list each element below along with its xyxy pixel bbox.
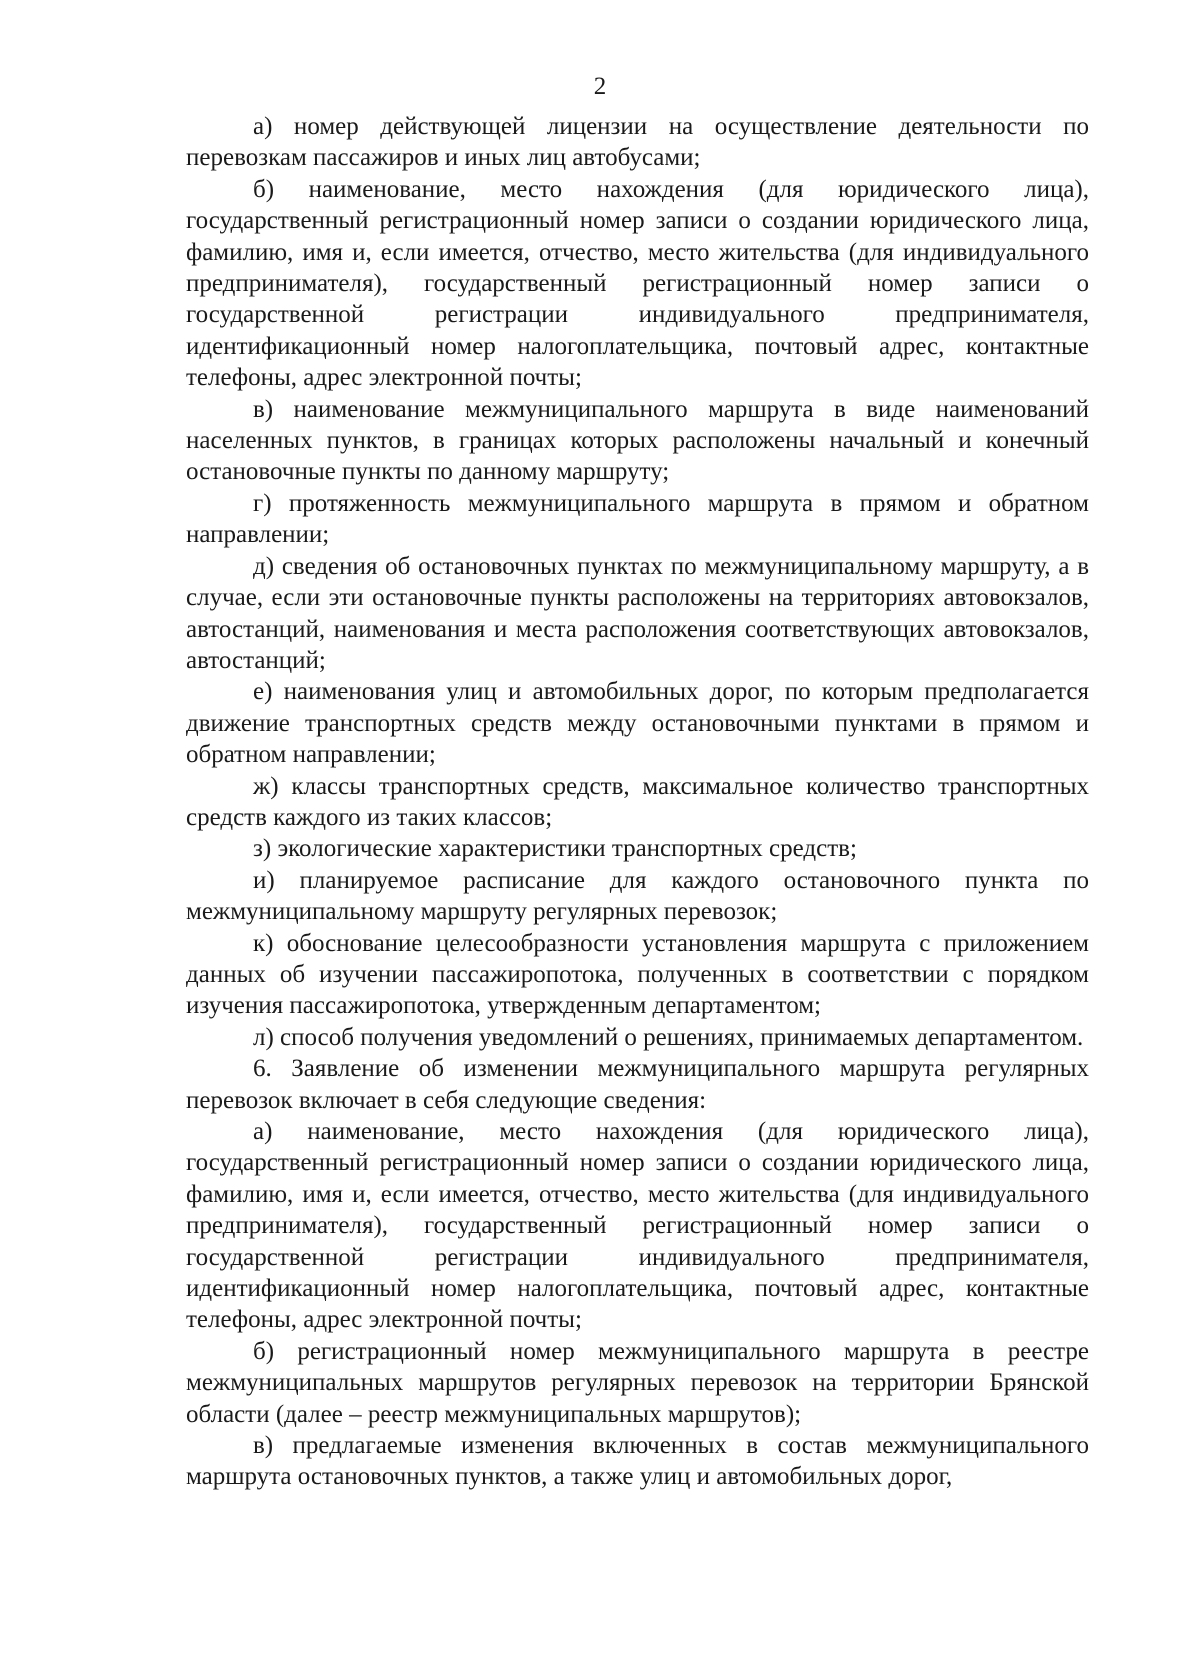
paragraph-1l-notification-method: л) способ получения уведомлений о решениях, принимаемых департаментом. [253,1023,1084,1051]
paragraph-6a-applicant-details: а) наименование, место нахождения (для юридического лица), государственный регистрационный номер записи о создании юридического лица, фамилию, имя и, если имеется, отчество, место жительства (для индивидуального предпринимателя), государственный регистрационный номер записи о государственной регистрации индивидуального предпринимателя, идентификационный номер налогоплательщика, почтовый адрес, контактные телефоны, адрес электронной почты; [186,1118,1089,1334]
paragraph-6-change-application: 6. Заявление об изменении межмуниципального маршрута регулярных перевозок включает в себя следующие сведения: [186,1055,1089,1114]
paragraph-1k-justification: к) обоснование целесообразности установления маршрута с приложением данных об изучении пассажиропотока, полученных в соответствии с порядком изучения пассажиропотока, утвержденным департаментом; [186,929,1089,1020]
paragraph-1e-streets-roads: е) наименования улиц и автомобильных дорог, по которым предполагается движение транспортных средств между остановочными пунктами в прямом и обратном направлении; [186,678,1089,769]
paragraph-1g-route-length: г) протяженность межмуниципального маршрута в прямом и обратном направлении; [186,489,1089,549]
paragraph-1d-stops: д) сведения об остановочных пунктах по межмуниципальному маршруту, а в случае, если эти остановочные пункты расположены на территориях автовокзалов, автостанций, наименования и места расположения соответствующих автовокзалов, автостанций; [186,552,1089,674]
paragraph-1b-applicant-details: б) наименование, место нахождения (для юридического лица), государственный регистрационный номер записи о создании юридического лица, фамилию, имя и, если имеется, отчество, место жительства (для индивидуального предпринимателя), государственный регистрационный номер записи о государственной регистрации индивидуального предпринимателя, идентификационный номер налогоплательщика, почтовый адрес, контактные телефоны, адрес электронной почты; [186,175,1089,392]
paragraph-6v-proposed-changes: в) предлагаемые изменения включенных в состав межмуниципального маршрута остановочных пунктов, а также улиц и автомобильных дорог, [186,1432,1089,1491]
paragraph-1zh-vehicle-classes: ж) классы транспортных средств, максимальное количество транспортных средств каждого из таких классов; [186,772,1089,831]
paragraph-6b-registration-number: б) регистрационный номер межмуниципального маршрута в реестре межмуниципальных маршрутов регулярных перевозок на территории Брянской области (далее – реестр межмуниципальных маршрутов); [186,1337,1089,1428]
page-number: 2 [593,73,607,100]
paragraph-1z-ecological: з) экологические характеристики транспортных средств; [253,835,857,863]
paragraph-1a-license-number: а) номер действующей лицензии на осуществление деятельности по перевозкам пассажиров и иных лиц автобусами; [186,113,1089,172]
document-body [186,111,1089,1493]
paragraph-1i-schedule: и) планируемое расписание для каждого остановочного пункта по межмуниципальному маршруту регулярных перевозок; [186,866,1089,926]
paragraph-1v-route-name: в) наименование межмуниципального маршрута в виде наименований населенных пунктов, в границах которых расположены начальный и конечный остановочные пункты по данному маршруту; [186,395,1089,486]
